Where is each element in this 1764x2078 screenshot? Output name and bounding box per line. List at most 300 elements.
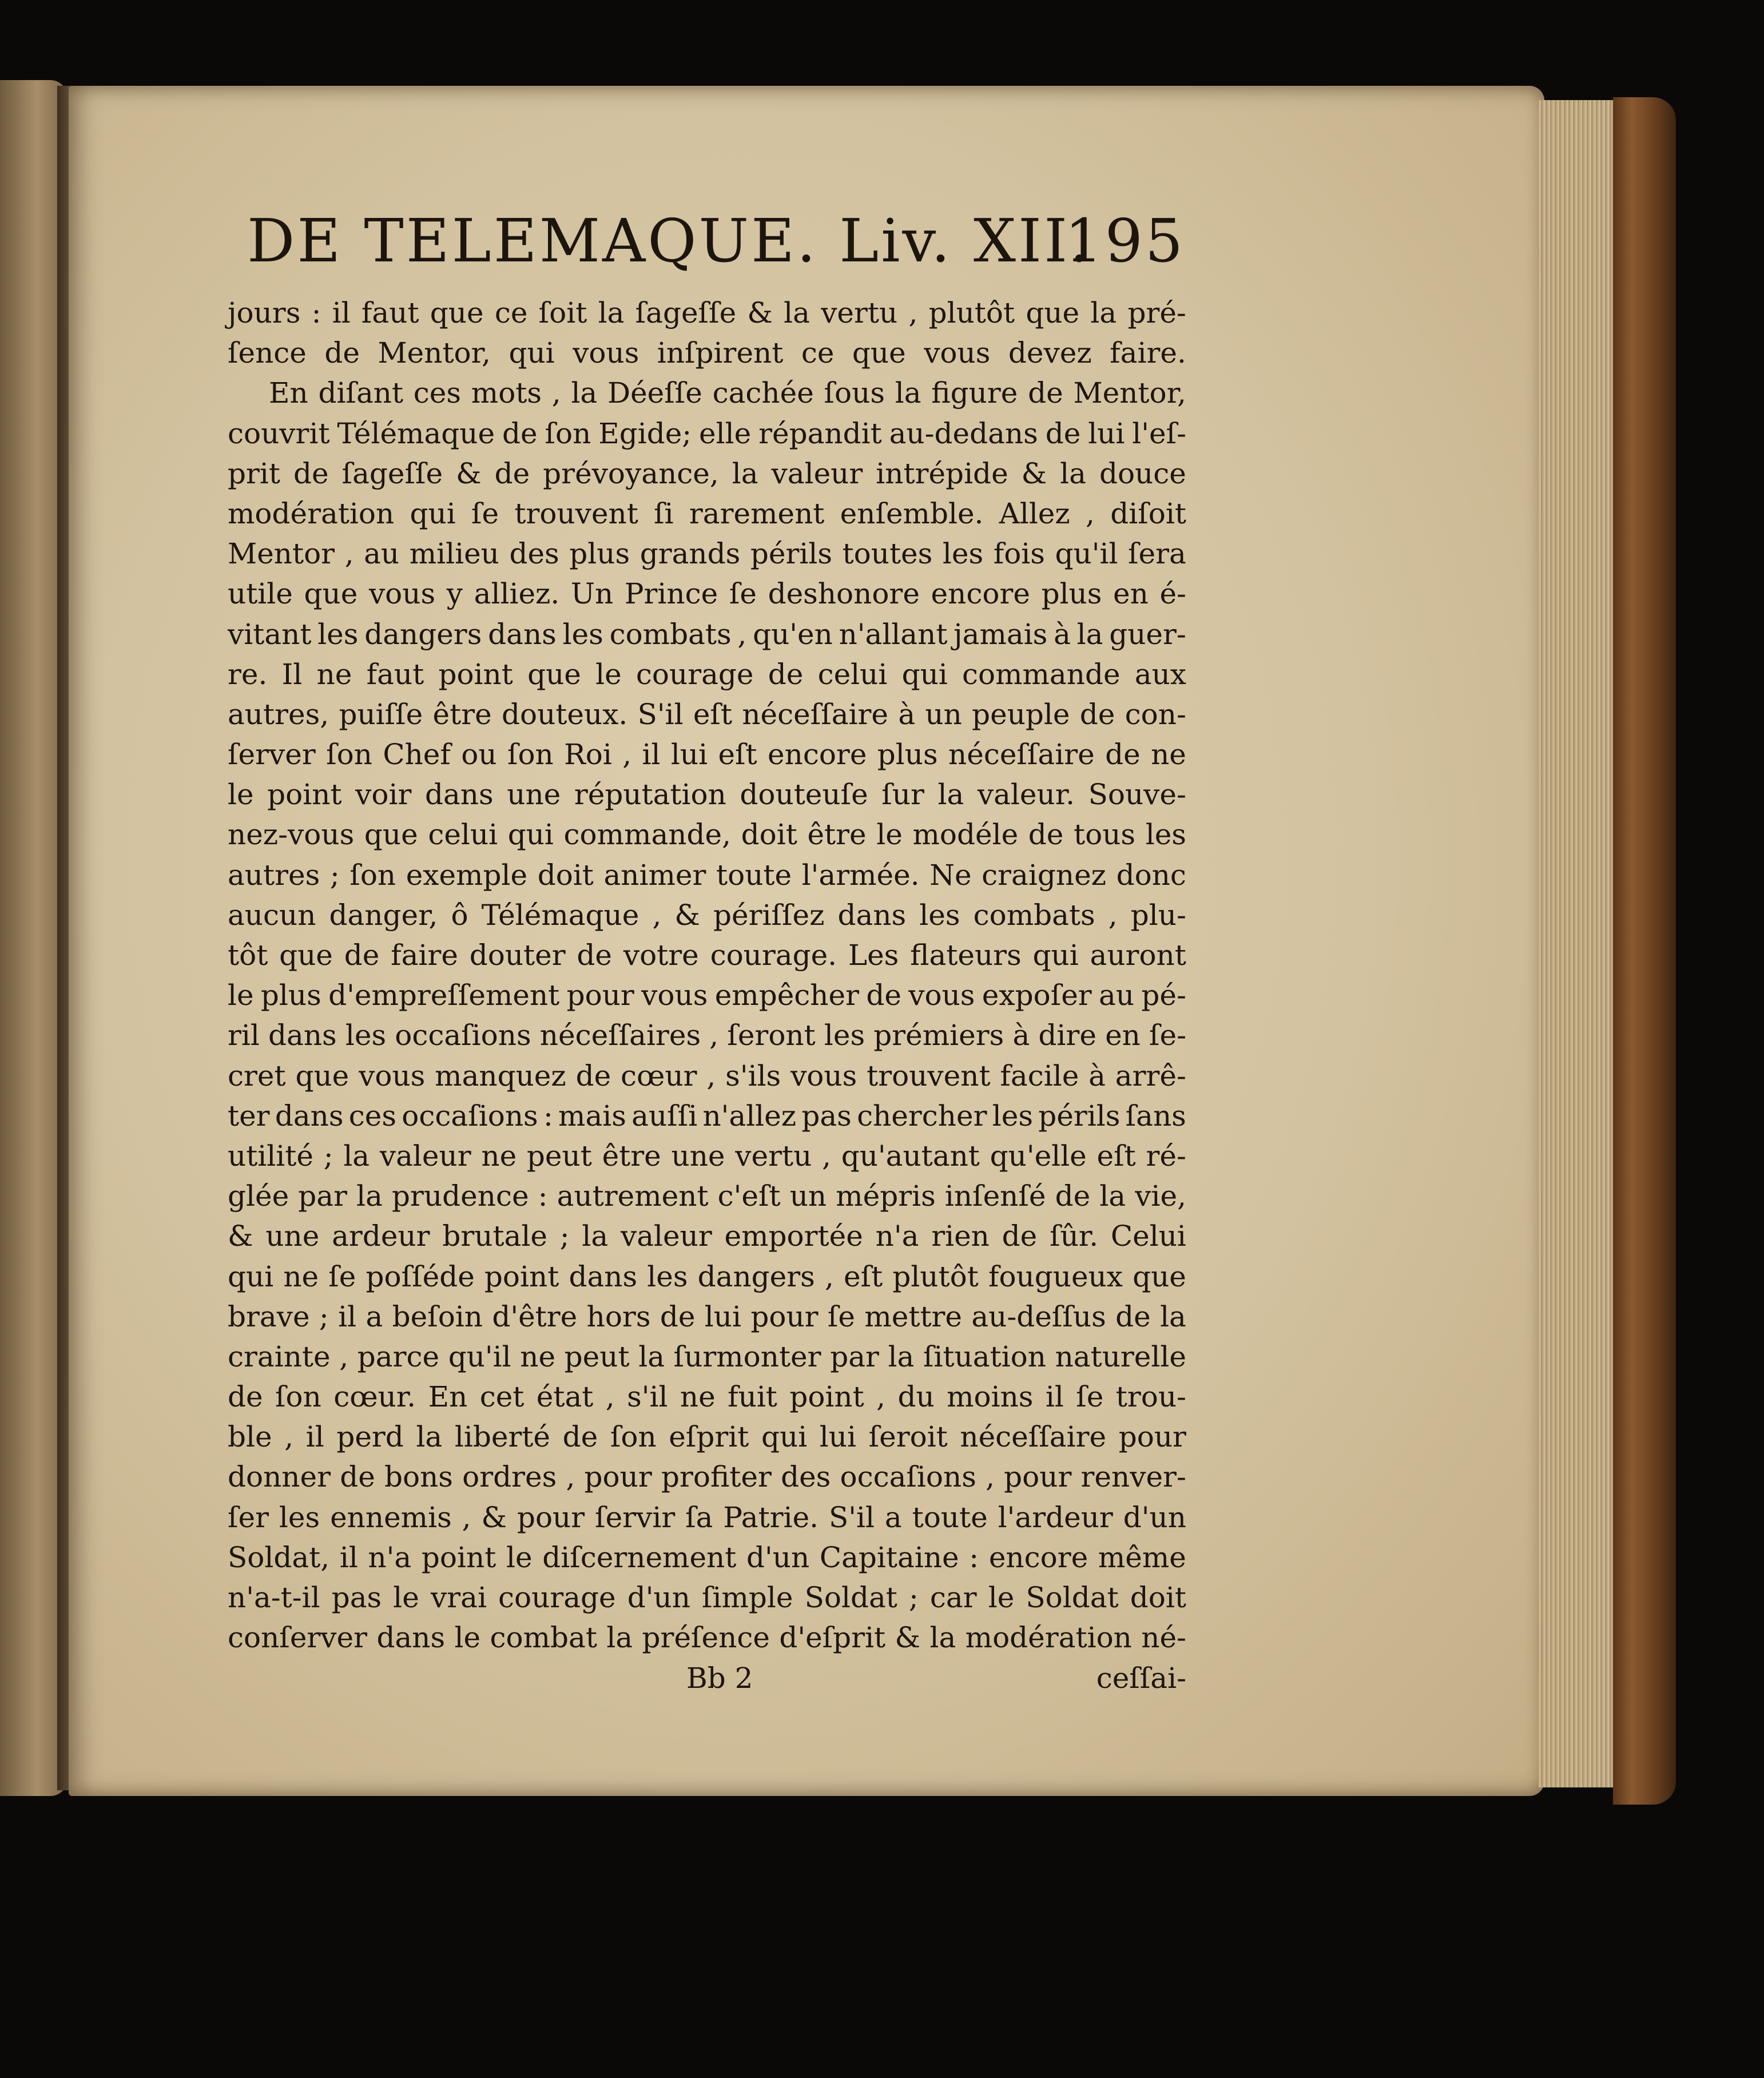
word: la xyxy=(1060,456,1086,490)
word: : xyxy=(311,296,321,329)
word: ril xyxy=(228,1019,260,1052)
word: couvrit xyxy=(228,416,330,450)
text-line xyxy=(228,534,1186,574)
word: de xyxy=(866,979,901,1012)
word: auront xyxy=(1090,939,1186,972)
word: né- xyxy=(1141,1621,1186,1655)
word: pas xyxy=(331,1581,382,1614)
word: eſt xyxy=(718,738,757,772)
text-line xyxy=(228,454,1186,494)
word: puiſſe xyxy=(339,697,423,731)
word: peut xyxy=(564,1340,630,1373)
word: la xyxy=(638,1340,665,1373)
word: de xyxy=(562,1420,598,1454)
word: ſituation xyxy=(923,1340,1046,1373)
word: pour xyxy=(750,1300,819,1333)
word: plutôt xyxy=(892,1259,979,1293)
word: pour xyxy=(517,1500,585,1534)
word: ſervir xyxy=(595,1500,676,1534)
word: Télémaque xyxy=(337,416,495,450)
word: Capitaine xyxy=(819,1540,959,1574)
word: ſer xyxy=(228,1500,269,1534)
word: occaſions xyxy=(402,1099,538,1133)
word: elle xyxy=(699,416,752,450)
word: au-dedans xyxy=(889,416,1038,450)
word: la xyxy=(606,1621,633,1655)
word: il xyxy=(305,1420,324,1454)
word: faut xyxy=(361,296,419,329)
word: être xyxy=(807,818,867,852)
word: les xyxy=(562,617,603,651)
word: modération xyxy=(228,496,395,530)
word: : xyxy=(969,1540,979,1574)
text-line xyxy=(228,1497,1186,1537)
word: prit xyxy=(228,456,280,490)
word: ces xyxy=(413,376,462,410)
word: , xyxy=(824,1259,834,1293)
word: la xyxy=(888,1340,915,1373)
word: point xyxy=(267,778,342,812)
word: plutôt xyxy=(928,296,1015,329)
word: trouvent xyxy=(514,496,638,530)
word: diſoit xyxy=(1110,496,1186,530)
word: du xyxy=(897,1380,935,1414)
word: Télémaque xyxy=(481,898,639,932)
word: ennemis xyxy=(330,1500,452,1534)
word: encore xyxy=(768,738,867,772)
word: profiter xyxy=(661,1460,772,1494)
word: mais xyxy=(558,1099,626,1133)
word: ré- xyxy=(1146,1139,1186,1173)
word: il xyxy=(339,1540,358,1574)
word: occaſions xyxy=(395,1019,531,1052)
word: ſon xyxy=(275,1380,321,1414)
word: ſe xyxy=(1076,1380,1104,1414)
word: glée xyxy=(228,1179,289,1213)
word: l'armée. xyxy=(801,858,920,892)
word: autrement xyxy=(557,1179,709,1213)
word: Soldat, xyxy=(228,1540,330,1574)
word: le xyxy=(228,979,254,1012)
word: les xyxy=(317,617,359,651)
word: , xyxy=(876,1380,886,1414)
word: ; xyxy=(319,1300,329,1333)
word: celui xyxy=(428,818,498,852)
word: & xyxy=(1021,456,1047,490)
word: commande xyxy=(962,657,1121,691)
word: qui xyxy=(507,818,554,852)
word: En xyxy=(269,376,308,410)
word: cret xyxy=(228,1059,286,1092)
word: ſimple xyxy=(702,1581,793,1614)
word: deshonore xyxy=(768,577,920,611)
word: de xyxy=(1105,738,1141,772)
word: vrai xyxy=(430,1581,487,1614)
word: il xyxy=(642,738,661,772)
word: , xyxy=(737,617,747,651)
catchword: ceſſai- xyxy=(1096,1662,1186,1695)
word: de xyxy=(228,1380,263,1414)
word: prémiers xyxy=(873,1019,1004,1052)
word: s'ils xyxy=(725,1059,781,1092)
word: lui xyxy=(704,1300,741,1333)
word: ble xyxy=(228,1420,272,1454)
word: ſa xyxy=(685,1500,713,1534)
word: lui xyxy=(819,1420,856,1454)
word: les xyxy=(345,1019,387,1052)
word: une xyxy=(671,1139,725,1173)
word: n'allez xyxy=(702,1099,797,1133)
text-line xyxy=(228,1578,1186,1618)
text-line xyxy=(228,1537,1186,1578)
word: néceſſaire xyxy=(960,1420,1107,1454)
word: ſe xyxy=(471,496,499,530)
word: le xyxy=(228,778,254,812)
word: les xyxy=(279,1500,320,1534)
word: n'a xyxy=(875,1219,919,1253)
word: préſence xyxy=(642,1621,770,1655)
word: vitant xyxy=(228,617,312,651)
word: jours xyxy=(228,296,301,329)
text-line xyxy=(228,614,1186,654)
word: combat xyxy=(490,1621,597,1655)
word: point xyxy=(421,1540,496,1574)
word: , xyxy=(986,1460,995,1494)
word: valeur xyxy=(620,1219,712,1253)
word: plus xyxy=(1041,577,1102,611)
word: néceſſaire xyxy=(948,738,1095,772)
word: eſt xyxy=(1096,1139,1136,1173)
word: Mentor, xyxy=(1073,376,1186,410)
word: n'a-t-il xyxy=(228,1581,320,1614)
word: dans xyxy=(837,898,907,932)
word: ſûr. xyxy=(1050,1219,1099,1253)
word: ne xyxy=(680,1380,716,1414)
word: point xyxy=(438,657,513,691)
word: ſon xyxy=(545,416,591,450)
word: la xyxy=(1160,1300,1186,1333)
word: Egide; xyxy=(598,416,692,450)
word: , xyxy=(706,1059,716,1092)
word: peuple xyxy=(972,697,1070,731)
word: en xyxy=(1105,1019,1141,1052)
word: à xyxy=(1088,1059,1106,1092)
word: de xyxy=(1045,416,1081,450)
word: dans xyxy=(424,778,494,812)
word: ce xyxy=(494,296,528,329)
word: ; xyxy=(908,1581,919,1614)
word: ne xyxy=(481,1139,517,1173)
word: ne xyxy=(316,657,352,691)
text-line xyxy=(228,814,1186,855)
word: le xyxy=(876,818,903,852)
word: En xyxy=(428,1380,468,1414)
word: arrê- xyxy=(1115,1059,1186,1092)
word: le xyxy=(595,657,622,691)
word: , xyxy=(908,296,918,329)
word: de xyxy=(293,456,329,490)
word: y xyxy=(446,577,463,611)
word: cœur xyxy=(621,1059,697,1092)
word: ſur xyxy=(881,778,924,812)
word: l'eſ- xyxy=(1132,416,1186,450)
word: que xyxy=(1133,1259,1186,1293)
word: la xyxy=(937,778,964,812)
word: par xyxy=(298,1179,348,1213)
word: périls xyxy=(1038,1099,1121,1133)
word: pour xyxy=(566,979,634,1012)
word: ; xyxy=(323,1139,333,1173)
word: pour xyxy=(1004,1460,1072,1494)
word: de xyxy=(1002,1219,1038,1253)
word: de xyxy=(1115,1300,1151,1333)
word: valeur xyxy=(771,456,863,490)
word: de xyxy=(575,1059,611,1092)
word: Déeſſe xyxy=(607,376,702,410)
word: dire xyxy=(1038,1019,1096,1052)
word: c'eſt xyxy=(717,1179,781,1213)
word: ſon xyxy=(349,858,396,892)
word: de xyxy=(1028,818,1064,852)
word: qu'il xyxy=(448,1340,511,1373)
word: & xyxy=(456,456,482,490)
word: ſeront xyxy=(727,1019,816,1052)
word: ſence xyxy=(228,336,307,370)
word: poſſéde xyxy=(365,1259,475,1293)
word: il xyxy=(1045,1380,1064,1414)
word: , xyxy=(622,738,632,772)
word: S'il xyxy=(829,1500,875,1534)
word: l'ardeur xyxy=(998,1500,1113,1534)
word: que xyxy=(852,336,906,370)
word: inſpirent xyxy=(657,336,784,370)
text-line xyxy=(228,1377,1186,1417)
word: brutale xyxy=(442,1219,547,1253)
word: courage xyxy=(635,657,754,691)
word: lui xyxy=(670,738,708,772)
word: néceſſaire xyxy=(742,697,889,731)
word: ordres xyxy=(462,1460,557,1494)
word: aucun xyxy=(228,898,316,932)
word: faut xyxy=(366,657,424,691)
word: vous xyxy=(368,577,436,611)
word: ſerver xyxy=(228,738,316,772)
word: que xyxy=(279,939,333,972)
word: Allez xyxy=(999,496,1070,530)
word: & xyxy=(481,1500,507,1534)
word: , xyxy=(1086,496,1095,530)
text-line xyxy=(228,574,1186,614)
word: être xyxy=(432,697,492,731)
word: , xyxy=(344,537,354,571)
word: commande, xyxy=(563,818,731,852)
word: n'allant xyxy=(839,617,948,651)
page-edges xyxy=(1539,100,1624,1787)
word: devez xyxy=(1008,336,1092,370)
word: parce xyxy=(357,1340,440,1373)
word: enſemble. xyxy=(840,496,984,530)
word: doit xyxy=(537,858,594,892)
word: Les xyxy=(848,939,899,972)
word: Roi xyxy=(564,738,612,772)
word: la xyxy=(571,376,598,410)
word: ſous xyxy=(824,376,885,410)
word: la xyxy=(582,1219,609,1253)
word: encore xyxy=(988,1540,1088,1574)
word: une xyxy=(507,778,561,812)
text-line xyxy=(228,855,1186,895)
word: jamais xyxy=(953,617,1048,651)
text-line xyxy=(228,1297,1186,1337)
word: craignez xyxy=(982,858,1107,892)
word: mots xyxy=(471,376,542,410)
word: inſenſé xyxy=(944,1179,1046,1213)
word: valeur. xyxy=(977,778,1075,812)
word: modéle xyxy=(912,818,1019,852)
word: de xyxy=(324,336,360,370)
word: aux xyxy=(1134,657,1186,691)
word: tôt xyxy=(228,939,268,972)
word: au-deſſus xyxy=(971,1300,1106,1333)
word: a xyxy=(884,1500,902,1534)
word: qui xyxy=(508,336,555,370)
word: qu'autant xyxy=(841,1139,980,1173)
word: ſoit xyxy=(538,296,587,329)
word: de xyxy=(502,416,538,450)
text-line xyxy=(228,975,1186,1015)
word: flateurs xyxy=(910,939,1022,972)
text-line xyxy=(228,1096,1186,1136)
word: état xyxy=(536,1380,594,1414)
word: que xyxy=(304,577,358,611)
word: cœur. xyxy=(333,1380,416,1414)
word: pas xyxy=(801,1099,852,1133)
word: Mentor xyxy=(228,537,335,571)
word: a xyxy=(365,1300,383,1333)
word: à xyxy=(1054,617,1071,651)
word: conſerver xyxy=(228,1621,368,1655)
word: , xyxy=(652,898,662,932)
word: , xyxy=(605,1380,615,1414)
word: combats xyxy=(609,617,732,651)
word: S'il xyxy=(637,697,684,731)
word: rien xyxy=(931,1219,990,1253)
word: re. xyxy=(228,657,268,691)
word: des xyxy=(781,1460,831,1494)
word: mépris xyxy=(836,1179,936,1213)
word: vous xyxy=(359,1059,426,1092)
word: de xyxy=(659,1300,696,1333)
word: que xyxy=(430,296,484,329)
word: utile xyxy=(228,577,293,611)
running-header xyxy=(247,206,1185,286)
word: dans xyxy=(376,1621,446,1655)
word: douter xyxy=(469,939,566,972)
word: ſe xyxy=(328,1259,356,1293)
word: pour xyxy=(584,1460,652,1494)
word: é- xyxy=(1159,577,1186,611)
word: ; xyxy=(559,1219,570,1253)
word: ne xyxy=(520,1340,556,1373)
word: de xyxy=(1079,697,1115,731)
word: vous xyxy=(573,336,639,370)
word: toute xyxy=(716,858,792,892)
word: une xyxy=(265,1219,320,1253)
word: auſſi xyxy=(631,1099,698,1133)
text-line xyxy=(228,734,1186,774)
word: réputation xyxy=(574,778,726,812)
word: celui xyxy=(817,657,888,691)
word: faire. xyxy=(1110,336,1186,370)
word: facile xyxy=(1000,1059,1079,1092)
word: vous xyxy=(641,979,708,1012)
word: & xyxy=(747,296,773,329)
word: d'eſprit xyxy=(779,1621,886,1655)
word: qui xyxy=(901,657,948,691)
word: vous xyxy=(908,979,975,1012)
word: Chef xyxy=(383,738,451,772)
word: la xyxy=(356,1179,383,1213)
word: ſe xyxy=(827,1300,855,1333)
word: toutes xyxy=(842,537,933,571)
word: Mentor, xyxy=(378,336,491,370)
word: dans xyxy=(275,1099,344,1133)
text-line xyxy=(228,1457,1186,1497)
word: dans xyxy=(268,1019,337,1052)
word: des xyxy=(509,537,559,571)
word: dans xyxy=(488,617,557,651)
word: Soldat xyxy=(1026,1581,1119,1614)
word: ou xyxy=(461,738,497,772)
word: la xyxy=(1076,617,1103,651)
word: : xyxy=(538,1179,548,1213)
word: les xyxy=(647,1259,688,1293)
word: d'un xyxy=(746,1540,810,1574)
text-line xyxy=(228,694,1186,734)
word: milieu xyxy=(409,537,499,571)
word: qu'il xyxy=(1055,537,1118,571)
word: autres, xyxy=(228,697,329,731)
word: ces xyxy=(348,1099,397,1133)
word: exemple xyxy=(406,858,528,892)
word: crainte xyxy=(228,1340,331,1373)
word: que xyxy=(364,818,418,852)
word: donc xyxy=(1116,858,1186,892)
word: ſurmonter xyxy=(673,1340,821,1373)
word: toute xyxy=(912,1500,988,1534)
word: , xyxy=(709,1019,719,1052)
text-line xyxy=(228,895,1186,935)
word: fois xyxy=(993,537,1045,571)
word: Celui xyxy=(1110,1219,1186,1253)
text-line xyxy=(228,774,1186,814)
word: plu- xyxy=(1130,898,1186,932)
word: fougueux xyxy=(988,1259,1123,1293)
word: car xyxy=(929,1581,977,1614)
word: trou- xyxy=(1115,1380,1186,1414)
word: modération xyxy=(965,1621,1132,1655)
word: ſon xyxy=(610,1420,657,1454)
text-line xyxy=(228,1337,1186,1377)
word: Un xyxy=(570,577,614,611)
word: danger, xyxy=(329,898,438,932)
word: courage xyxy=(498,1581,616,1614)
word: alliez. xyxy=(474,577,560,611)
word: la xyxy=(784,296,810,329)
word: vertu xyxy=(735,1139,812,1173)
word: douteuſe xyxy=(740,778,868,812)
word: cachée xyxy=(712,376,814,410)
